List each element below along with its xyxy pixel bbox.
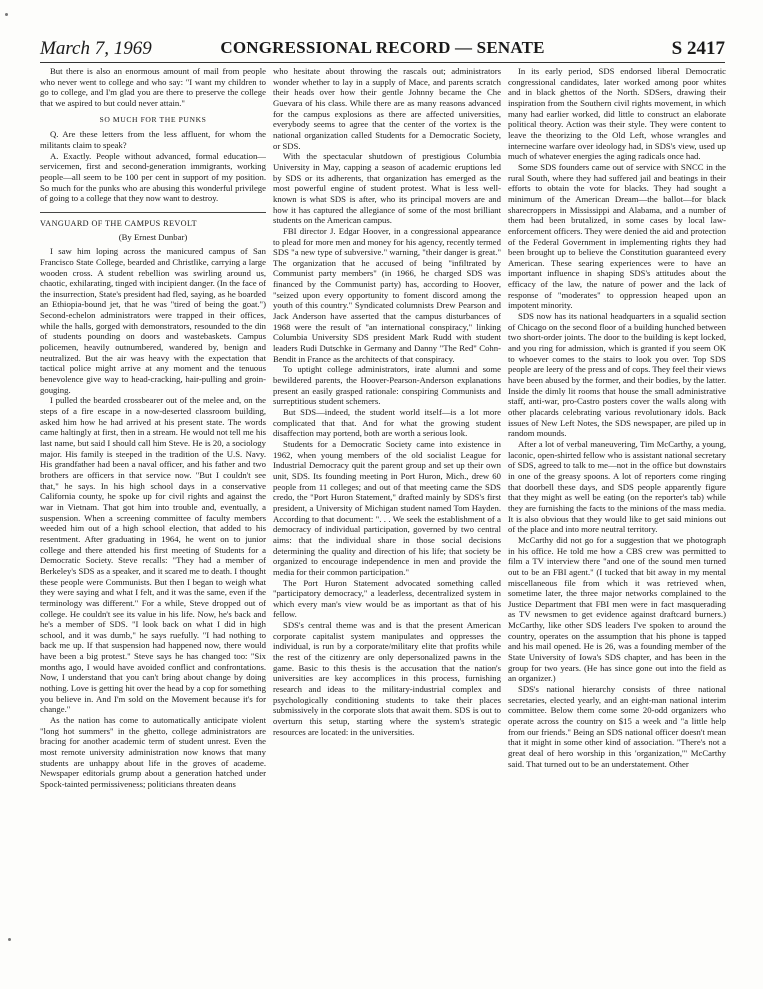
- paragraph: Some SDS founders came out of service with SNCC in the rural South, where they had suffered jail and beatings in their efforts to obtain the vote for blacks. They had sought a minimum of the American Dream—the ballot—for black sharecroppers in Mississippi and Alabama, and a number of them had been brutalized, in some cases by local law-enforcement officers. They were denied the aid and protection of the Federal Government in implementing rights they had been brought up to believe the Constitution guaranteed every American. These searing experiences were to have an important influence in shaping SDS's attitudes about the efficacy of the law, the nature of power and the lack of response of "moderates" to oppression heaped upon an impotent minority.: [508, 161, 726, 311]
- column-3: [508, 66, 726, 978]
- column-1: [40, 66, 266, 978]
- byline: (By Ernest Dunbar): [118, 231, 188, 242]
- paragraph: But there is also an enormous amount of mail from people who never went to college and who say: "I want my children to go to college, and I'm glad you are there to preserve the college that we aspired to but could never attain.": [40, 66, 266, 108]
- paragraph: I pulled the bearded crossbearer out of the melee and, on the steps of a fire escape in a now-deserted classroom building, asked him how he had arrived at his present state. The words came haltingly at first, then in a stream. He would not tell me his last name, but said I should call him Steve. He is 20, a sociology major. His family is steeped in the tradition of the U.S. Navy. His grandfather had been a naval officer, and his father and two brothers are officers in that service now. "But I couldn't see that," he says. In his high school days in a conservative California county, he spoke up for civil rights and against the war in Vietnam. That got him into trouble and, eventually, a suspension. When a screening committee of faculty members weeded him out of a high school election, that added to his resentment. After graduating in 1964, he went on to junior college and there attended his first meeting of Students for a Democratic Society. Steve recalls: "They had a member of Berkeley's SDS as a speaker, and it scared me to death. I thought these people were Communists. But then I began to weigh what they were saying and what I felt, and it was the same, even if the terminology was different." For a while, Steve dropped out of college. He couldn't see its value in his life. Now, he's back and he's a member of SDS. "I look back on what I did in high school, and it was dumb," he says ruefully. "I had nothing to back me up. If that suspension had happened now, there would have been a big protest." Steve says he has changed too: "Six months ago, I would have avoided conflict and confrontations. Now, I understand that you can't bring about change by doing nothing. Love is getting hit over the head by a cop for something you believe in. And I'm sold on the Movement because it's for change.": [40, 395, 266, 715]
- page-header: [40, 34, 725, 64]
- paragraph: In its early period, SDS endorsed liberal Democratic congressional candidates, later worked among poor whites and in black ghettos of the North. SDSers, drawing their inspiration from the Southern civil rights movement, in which many had earlier worked, did little to construct an elaborate political theory. Action was their style. They were content to leave the theorizing to the Old Left, whose wrangles and internecine warfare over ideology had, in SDS's view, used up much of whatever energies the aging radicals once had.: [508, 66, 726, 162]
- paragraph: FBI director J. Edgar Hoover, in a congressional appearance to plead for more men and money for his agency, recently termed SDS "a new type of subversive." warning, "their danger is great." The organization that he accused of being "infiltrated by Communist party members" (in 1966, he charged SDS was financed by the Communist party) has, according to Hoover, "seized upon every opportunity to foment discord among the youth of this country." Syndicated columnists Drew Pearson and Jack Anderson have asserted that the campus disturbances of 1968 were the result of "an international conspiracy," linking Columbia University SDS president Mark Rudd with student leaders Rudi Dutschke in Germany and Danny "The Red" Cohn-Bendit in France as the architects of that conspiracy.: [273, 225, 501, 364]
- header-date: March 7, 1969: [40, 38, 152, 59]
- paragraph: With the spectacular shutdown of prestigious Columbia University in May, capping a season of academic eruptions led by SDS or its adherents, that organization has emerged as the most powerful engine of student protest. What is less well-known is what SDS is after, who its principal movers are and how it has captured the allegiance of some of the most brilliant students on the American campus.: [273, 151, 501, 226]
- subheading: SO MUCH FOR THE PUNKS: [99, 114, 207, 124]
- scan-speck: [5, 13, 8, 16]
- section-divider: [40, 212, 266, 213]
- paragraph: The Port Huron Statement advocated something called "participatory democracy," a leaderless, decentralized system in which every man's view would be as important as that of his fellow.: [273, 577, 501, 620]
- header-rule: [40, 62, 725, 63]
- paragraph: But SDS—indeed, the student world itself—is a lot more complicated that that. And for what the growing student disaffection may portend, both are worth a serious look.: [273, 407, 501, 439]
- scan-speck: [8, 938, 11, 941]
- paragraph: who hesitate about throwing the rascals out; administrators wonder whether to lay in a supply of Mace, and parents scratch their heads over how their gentle Johnny became the Che Guevara of his class. While there are as many reasons advanced for the campus explosions as there are affected universities, everybody seems to agree that the center of the vortex is the national organization called Students for a Democratic Society, or SDS.: [273, 66, 501, 151]
- paragraph: As the nation has come to automatically anticipate violent "long hot summers" in the ghetto, college administrators are bracing for another academic term of student unrest. Even the most remote university administration now knows that many students are unhappy about life in the groves of academe. Newspaper editorials grump about a generation hatched under Spock-tainted permissiveness; politicians threaten deans: [40, 715, 266, 789]
- paragraph: McCarthy did not go for a suggestion that we photograph in his office. He told me how a CBS crew was permitted to film a TV interview there "and one of the sound men turned out to be an FBI agent." (I tucked that bit away in my mental miscellaneous file from which it was retrieved when, sometime later, the three major networks complained to the Justice Department that FBI men were in fact masquerading as TV newsmen to get evidence against draftcard burners.) McCarthy, like other SDS leaders I've spoken to around the country, operates on the assumption that his phone is tapped and his mail opened. He is 26, was a founding member of the State University of Iowa's SDS chapter, and has been in the group for two years. (He has since gone out into the field as an organizer.): [508, 534, 726, 684]
- paragraph: SDS now has its national headquarters in a squalid section of Chicago on the second floor of a building hunched between two short-order joints. The door to the building is kept locked, and you ring for admission, which is granted if you seem OK to whoever comes to the stairs to look you over. Top SDS people are leery of the press and of cops. They feel their views have been abused by the former, and their bodies, by the latter. Inside the dimly lit rooms that house the small administrative staff, anti-war, pro-Castro posters cover the walls along with other placards celebrating various revolutionary idols. Back issues of New Left Notes, the SDS newspaper, are piled up in random mounds.: [508, 311, 726, 439]
- paragraph: After a lot of verbal maneuvering, Tim McCarthy, a young, laconic, open-shirted fellow who is assistant national secretary of SDS, agreed to talk to me—not in the office but downstairs in one of the greasy spoons. A lot of reporters come ringing that doorbell these days, and SDS people apparently figure that they might as well be eating (on the reporter's tab) while they are furnishing the facts to the minions of the mass media. It is also obvious that they would like to get said minions out of the place and into more neutral territory.: [508, 438, 726, 535]
- paragraph: Q. Are these letters from the less affluent, for whom the militants claim to speak?: [40, 129, 266, 150]
- header-title: CONGRESSIONAL RECORD — SENATE: [220, 38, 545, 57]
- paragraph: Students for a Democratic Society came into existence in 1962, when young members of the old socialist League for Industrial Democracy quit the parent group and set up their own unit, SDS. Its founding meeting in Port Huron, Mich., drew 60 people from 11 colleges; and out of that meeting came the SDS credo, the "Port Huron Statement," drafted mainly by SDS's first president, a University of Michigan student named Tom Hayden. According to that document: ". . . We seek the establishment of a democracy of individual participation, governed by two central aims: that the individual share in those social decisions determining the quality and direction of his life; that society be organized to encourage independence in men and provide the media for their common participation.": [273, 438, 501, 577]
- paragraph: I saw him loping across the manicured campus of San Francisco State College, bearded and Christlike, carrying a large wooden cross. A student rebellion was swirling around us, chaotic, exhilarating, tinged with incipient danger. (In the face of the insurrection, State's president had fled, saying, as he boarded an Ethiopia-bound jet, that he was "tired of being the goat.") Second-echelon administrators were trapped in their offices, while the halls, gorged with demonstrators, resounded to the din of students pounding on doors and wastebaskets. Campus policemen, heavily outnumbered, wandered by, benign and neutralized. But the air was heavy with the expectation that tactical police might arrive at any moment and the tenuous benevolence give way to head-cracking, hair-pulling and groin-gouging.: [40, 246, 266, 395]
- paragraph: SDS's national hierarchy consists of three national secretaries, elected yearly, and an eight-man national interim committee. Below them come some 20-odd organizers who operate across the country on $15 a week and "a little help from our friends." Being an SDS national officer doesn't mean that it might in some other kind of association. "There's not a great deal of hero worship in this 'organization,'" McCarthy said. That turned out to be an understatement. Other: [508, 684, 726, 769]
- section-title: VANGUARD OF THE CAMPUS REVOLT: [40, 218, 198, 228]
- paragraph: SDS's central theme was and is that the present American corporate capitalist system manipulates and oppresses the individual, is run by a corporate/military elite that profits while the rest of the citizenry are only depersonalized pawns in the game. Basic to this thesis is the accusation that the nation's universities are key accomplices in this process, furnishing research and ideas to the military-industrial complex and psychologically conditioning students to take their places submissively in the corporate slots that await them. SDS is out to overturn this setup, starting where the system's strategic resources are located: in the universities.: [273, 620, 501, 737]
- header-page-number: S 2417: [671, 38, 725, 59]
- column-2: [273, 66, 501, 978]
- paragraph: A. Exactly. People without advanced, formal education—servicemen, first and second-generation immigrants, working people—all seem to be 100 per cent in support of my position. So much for the punks who are abusing this wonderful privilege of going to a college that they now want to destroy.: [40, 150, 266, 204]
- paragraph: To uptight college administrators, irate alumni and some bewildered parents, the Hoover-Pearson-Anderson explanations present an easily grasped rationale: conspiring Communists and surreptitious student schemers.: [273, 364, 501, 407]
